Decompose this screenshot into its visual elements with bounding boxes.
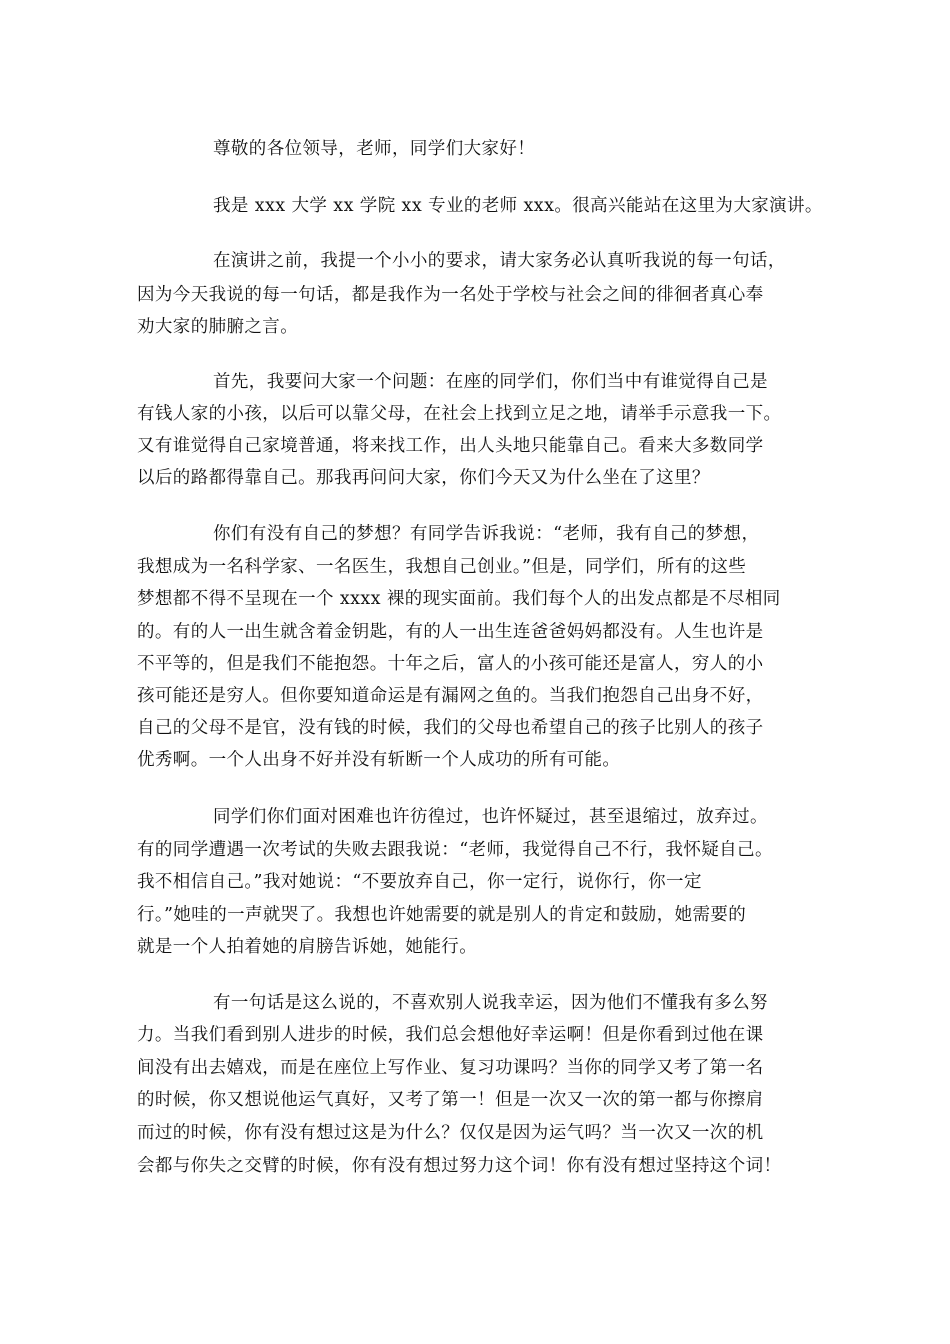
paragraph-4-line-4: 以后的路都得靠自己。那我再问问大家，你们今天又为什么坐在了这里？	[137, 468, 710, 488]
paragraph-6-line-2: 有的同学遭遇一次考试的失败去跟我说：“老师，我觉得自己不行，我怀疑自己。	[137, 840, 773, 860]
paragraph-6-line-3: 我不相信自己。”我对她说：“不要放弃自己，你一定行，说你行，你一定	[137, 872, 702, 892]
paragraph-7-line-4: 的时候，你又想说他运气真好，又考了第一！但是一次又一次的第一都与你擦肩	[137, 1090, 764, 1110]
paragraph-7-line-5: 而过的时候，你有没有想过这是为什么？仅仅是因为运气吗？当一次又一次的机	[137, 1123, 764, 1143]
paragraph-3-line-2: 因为今天我说的每一句话，都是我作为一名处于学校与社会之间的徘徊者真心奉	[137, 285, 764, 305]
paragraph-6-line-1: 同学们你们面对困难也许彷徨过，也许怀疑过，甚至退缩过，放弃过。	[213, 807, 768, 827]
greeting-line: 尊敬的各位领导，老师，同学们大家好！	[213, 139, 536, 159]
paragraph-5-line-2: 我想成为一名科学家、一名医生，我想自己创业。”但是，同学们，所有的这些	[137, 557, 747, 577]
paragraph-3-line-3: 劝大家的肺腑之言。	[137, 317, 299, 337]
paragraph-6-line-5: 就是一个人拍着她的肩膀告诉她，她能行。	[137, 937, 478, 957]
intro-line: 我是 xxx 大学 xx 学院 xx 专业的老师 xxx。很高兴能站在这里为大家演讲。	[213, 196, 823, 216]
paragraph-5-line-5: 不平等的，但是我们不能抱怨。十年之后，富人的小孩可能还是富人，穷人的小	[137, 654, 764, 674]
paragraph-6-line-4: 行。”她哇的一声就哭了。我想也许她需要的就是别人的肯定和鼓励，她需要的	[137, 905, 747, 925]
paragraph-5-line-3: 梦想都不得不呈现在一个 xxxx 裸的现实面前。我们每个人的出发点都是不尽相同	[137, 589, 781, 609]
paragraph-5-line-6: 孩可能还是穷人。但你要知道命运是有漏网之鱼的。当我们抱怨自己出身不好，	[137, 686, 764, 706]
paragraph-5-line-7: 自己的父母不是官，没有钱的时候，我们的父母也希望自己的孩子比别人的孩子	[137, 718, 764, 738]
paragraph-5-line-4: 的。有的人一出生就含着金钥匙，有的人一出生连爸爸妈妈都没有。人生也许是	[137, 622, 764, 642]
paragraph-7-line-6: 会都与你失之交臂的时候，你有没有想过努力这个词！你有没有想过坚持这个词！	[137, 1156, 782, 1176]
paragraph-4-line-1: 首先，我要问大家一个问题：在座的同学们，你们当中有谁觉得自己是	[213, 372, 768, 392]
paragraph-4-line-3: 又有谁觉得自己家境普通，将来找工作，出人头地只能靠自己。看来大多数同学	[137, 436, 764, 456]
paragraph-7-line-1: 有一句话是这么说的，不喜欢别人说我幸运，因为他们不懂我有多么努	[213, 993, 768, 1013]
paragraph-7-line-3: 间没有出去嬉戏，而是在座位上写作业、复习功课吗？当你的同学又考了第一名	[137, 1058, 764, 1078]
paragraph-5-line-1: 你们有没有自己的梦想？有同学告诉我说：“老师，我有自己的梦想，	[213, 524, 760, 544]
paragraph-5-line-8: 优秀啊。一个人出身不好并没有斩断一个人成功的所有可能。	[137, 750, 621, 770]
paragraph-3-line-1: 在演讲之前，我提一个小小的要求，请大家务必认真听我说的每一句话，	[213, 251, 786, 271]
paragraph-4-line-2: 有钱人家的小孩，以后可以靠父母，在社会上找到立足之地，请举手示意我一下。	[137, 404, 782, 424]
paragraph-7-line-2: 力。当我们看到别人进步的时候，我们总会想他好幸运啊！但是你看到过他在课	[137, 1025, 764, 1045]
